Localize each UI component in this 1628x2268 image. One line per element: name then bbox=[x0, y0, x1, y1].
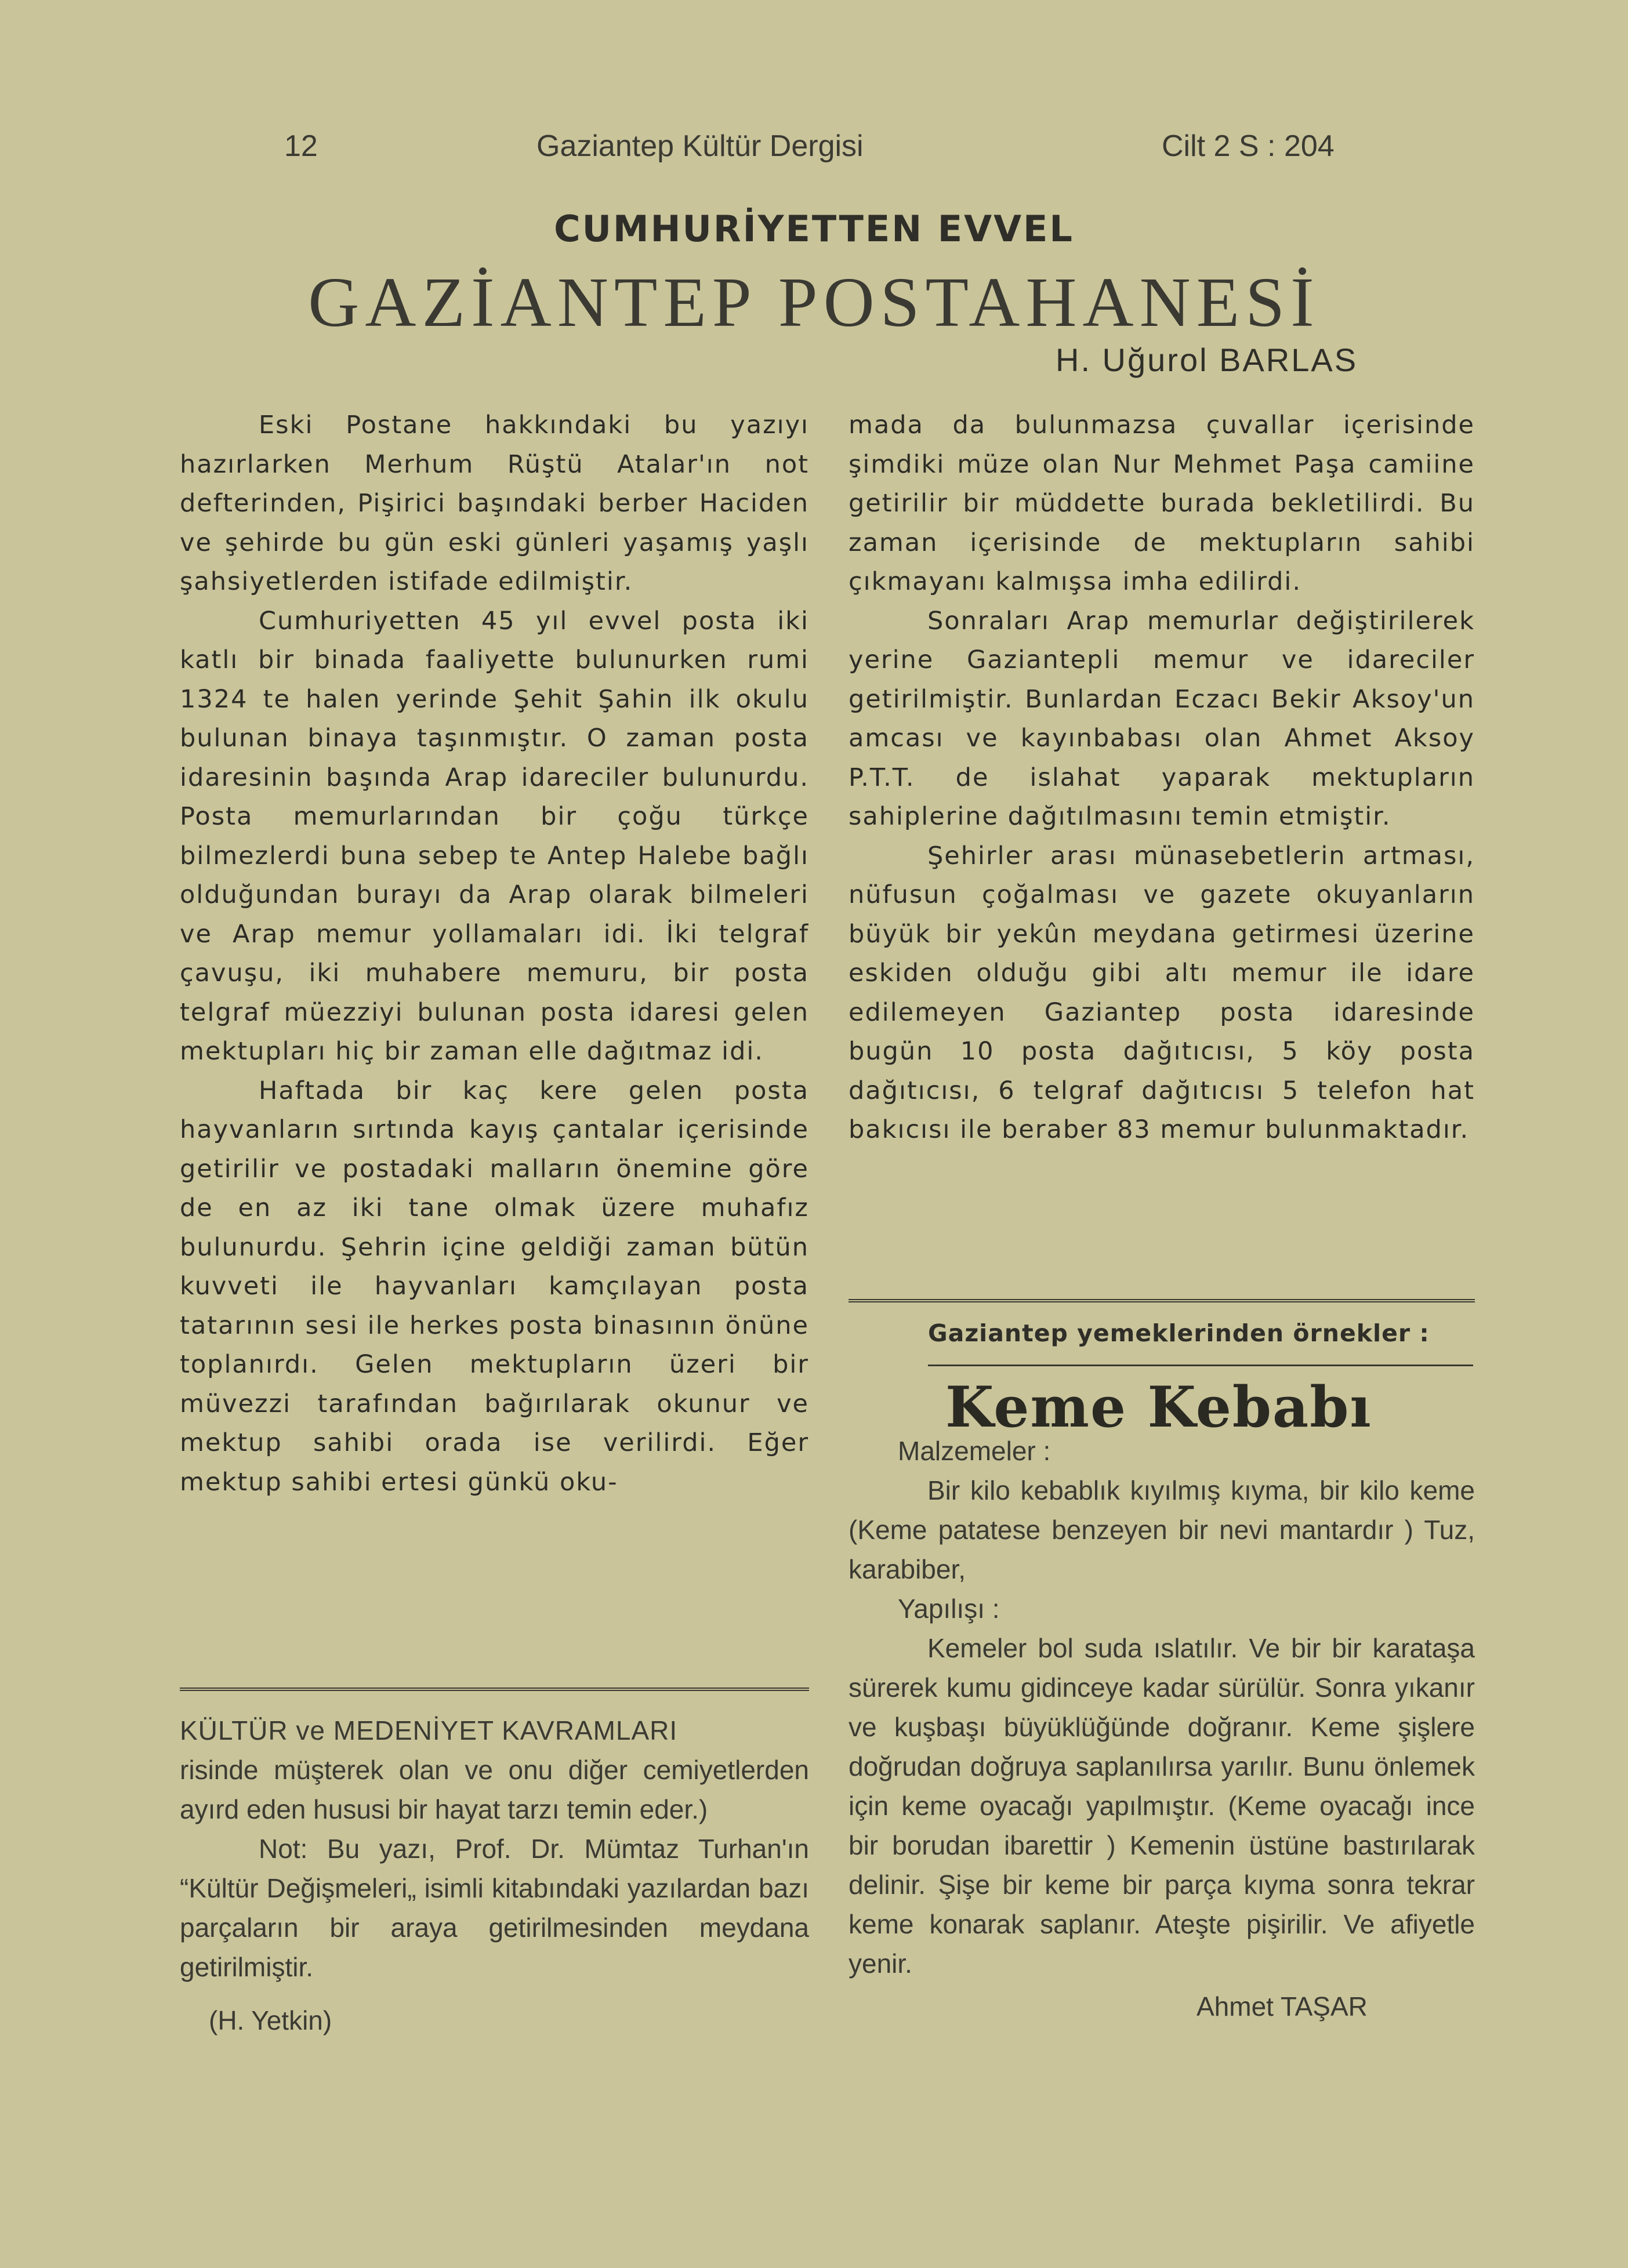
journal-name: Gaziantep Kültür Dergisi bbox=[536, 129, 864, 163]
kultur-section bbox=[180, 1711, 809, 2040]
volume-issue: Cilt 2 S : 204 bbox=[1162, 129, 1335, 163]
kultur-heading: KÜLTÜR ve MEDENİYET KAVRAMLARI bbox=[180, 1715, 678, 1746]
page-number: 12 bbox=[284, 129, 318, 163]
recipe-author: Ahmet TAŞAR bbox=[1196, 1991, 1368, 2022]
article-paragraph: Sonraları Arap memurlar değiştirilerek yerine Gaziantepli memur ve idareciler getirilmiştir. Bunlardan Eczacı Bekir Aksoy'un amcası ve kayınbabası olan Ahmet Aksoy P.T.T. de islahat yaparak mektupların sahiplerine dağıtılmasını temin etmiştir. bbox=[849, 606, 1475, 831]
recipe-title: Keme Kebabı bbox=[945, 1374, 1372, 1440]
kultur-text: risinde müşterek olan ve onu diğer cemiyetlerden ayırd eden hususi bir hayat tarzı temin eder.) bbox=[180, 1755, 809, 1824]
divider-rule bbox=[849, 1299, 1475, 1302]
divider-rule bbox=[180, 1688, 809, 1691]
recipe-body bbox=[849, 1431, 1475, 2026]
article-right-column bbox=[849, 406, 1475, 1150]
article-paragraph: mada da bulunmazsa çuvallar içerisinde şimdiki müze olan Nur Mehmet Paşa camiine getirilir bir müddette burada bekletilirdi. Bu zaman içerisinde de mektupların sahibi çıkmayanı kalmışsa imha edilirdi. bbox=[849, 411, 1475, 596]
method-label: Yapılışı : bbox=[898, 1594, 1000, 1624]
article-paragraph: Şehirler arası münasebetlerin artması, nüfusun çoğalması ve gazete okuyanların büyük bir yekûn meydana getirmesi üzerine eskiden olduğu gibi altı memur ile idare edilemeyen Gaziantep posta idaresinde bugün 10 posta dağıtıcısı, 5 köy posta dağıtıcısı, 6 telgraf dağıtıcısı 5 telefon hat bakıcısı ile beraber 83 memur bulunmaktadır. bbox=[849, 841, 1475, 1144]
method-text: Kemeler bol suda ıslatılır. Ve bir bir karataşa sürerek kumu gidinceye kadar sürülür. Sonra yıkanır ve kuşbaşı büyüklüğünde doğranır. Keme şişlere doğrudan doğruya saplanılırsa yarılır. Bunu önlemek için keme oyacağı yapılmıştır. (Keme oyacağı ince bir borudan ibarettir ) Kemenin üstüne bastırılarak delinir. Şişe bir keme bir parça kıyma sonra tekrar keme konarak saplanır. Ateşte pişirilir. Ve afiyetle yenir. bbox=[849, 1633, 1475, 1979]
ingredients-label: Malzemeler : bbox=[898, 1436, 1051, 1466]
kultur-signature: (H. Yetkin) bbox=[209, 2005, 332, 2035]
page-header bbox=[0, 129, 1628, 175]
article-paragraph: Haftada bir kaç kere gelen posta hayvanların sırtında kayış çantalar içerisinde getirilir ve postadaki malların önemine göre de en az iki tane olmak üzere muhafız bulunurdu. Şehrin içine geldiği zaman bütün kuvveti ile hayvanları kamçılayan posta tatarının sesi ile herkes posta binasının önüne toplanırdı. Gelen mektupların üzeri bir müvezzi tarafından bağırılarak okunur ve mektup sahibi orada ise verilirdi. Eğer mektup sahibi ertesi günkü oku- bbox=[180, 1076, 809, 1497]
article-kicker: CUMHURİYETTEN EVVEL bbox=[554, 208, 1074, 250]
kultur-note: Not: Bu yazı, Prof. Dr. Mümtaz Turhan'ın “Kültür Değişmeleri„ isimli kitabındaki yazılardan bazı parçaların bir araya getirilmesinden meydana getirilmiştir. bbox=[180, 1834, 809, 1982]
divider-rule bbox=[928, 1365, 1473, 1366]
ingredients-text: Bir kilo kebablık kıyılmış kıyma, bir kilo keme (Keme patatese benzeyen bir nevi mantardır ) Tuz, karabiber, bbox=[849, 1475, 1475, 1584]
article-left-column bbox=[180, 406, 809, 1502]
article-author: H. Uğurol BARLAS bbox=[1056, 342, 1358, 378]
recipe-section-heading: Gaziantep yemeklerinden örnekler : bbox=[928, 1319, 1430, 1347]
article-paragraph: Eski Postane hakkındaki bu yazıyı hazırlarken Merhum Rüştü Atalar'ın not defterinden, Pişirici başındaki berber Haciden ve şehirde bu gün eski günleri yaşamış yaşlı şahsiyetlerden istifade edilmiştir. bbox=[180, 411, 809, 596]
article-paragraph: Cumhuriyetten 45 yıl evvel posta iki katlı bir binada faaliyette bulunurken rumi 1324 te halen yerinde Şehit Şahin ilk okulu bulunan binaya taşınmıştır. O zaman posta idaresinin başında Arap idareciler bulunurdu. Posta memurlarından bir çoğu türkçe bilmezlerdi buna sebep te Antep Halebe bağlı olduğundan burayı da Arap olarak bilmeleri ve Arap memur yollamaları idi. İki telgraf çavuşu, iki muhabere memuru, bir posta telgraf müezziyi bulunan posta idaresi gelen mektupları hiç bir zaman elle dağıtmaz idi. bbox=[180, 606, 809, 1066]
article-title: GAZİANTEP POSTAHANESİ bbox=[308, 263, 1320, 342]
